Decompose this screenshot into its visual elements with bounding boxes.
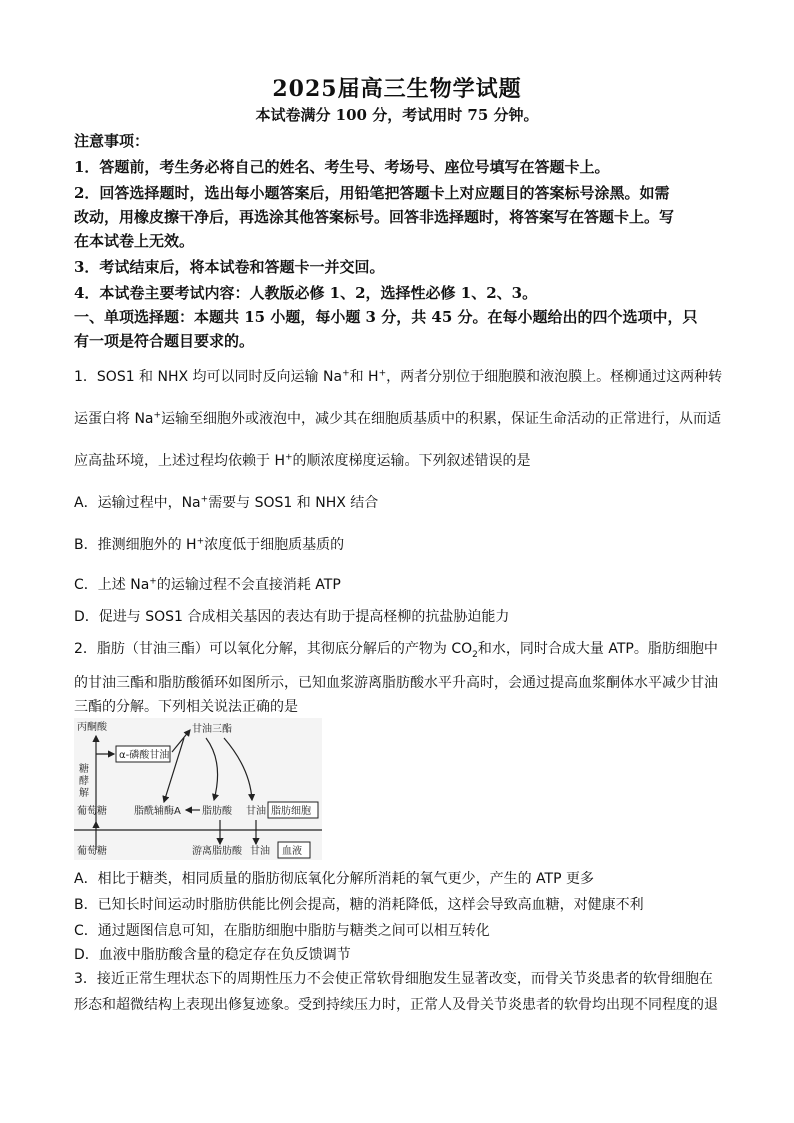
label-glycerol-blood: 甘油 bbox=[250, 846, 270, 857]
label-triglyceride: 甘油三酯 bbox=[192, 724, 232, 735]
label-acyl-coa: 脂酰辅酶A bbox=[134, 806, 181, 817]
q1-stem-line-2: 运蛋白将 Na+运输至细胞外或液泡中，减少其在细胞质基质中的积累，保证生命活动的正常进行，从而适 bbox=[74, 410, 722, 427]
q1-stem-line-1: 1．SOS1 和 NHX 均可以同时反向运输 Na+和 H+，两者分别位于细胞膜和液泡膜上。柽柳通过这两种转 bbox=[74, 368, 723, 385]
section-heading-line-2: 有一项是符合题目要求的。 bbox=[74, 332, 255, 350]
label-free-fatty-acid: 游离脂肪酸 bbox=[192, 846, 242, 857]
q1-option-a: A．运输过程中，Na+需要与 SOS1 和 NHX 结合 bbox=[74, 494, 379, 511]
label-fat-cell: 脂肪细胞 bbox=[271, 806, 311, 817]
exam-title: 2025届高三生物学试题 bbox=[272, 76, 522, 102]
note-2-line-3: 在本试卷上无效。 bbox=[74, 232, 195, 250]
note-2-line-1: 2．回答选择题时，选出每小题答案后，用铅笔把答题卡上对应题目的答案标号涂黑。如需 bbox=[74, 184, 670, 202]
notes-heading: 注意事项： bbox=[74, 132, 150, 150]
q2-option-d: D．血液中脂肪酸含量的稳定存在负反馈调节 bbox=[74, 947, 351, 963]
q3-stem-line-2: 形态和超微结构上表现出修复迹象。受到持续压力时，正常人及骨关节炎患者的软骨均出现不同程度的退 bbox=[74, 997, 718, 1013]
q1-option-c: C．上述 Na+的运输过程不会直接消耗 ATP bbox=[74, 576, 341, 593]
label-glucose-cell: 葡萄糖 bbox=[77, 806, 107, 817]
label-blood: 血液 bbox=[282, 846, 302, 857]
q3-stem-line-1: 3．接近正常生理状态下的周期性压力不会使正常软骨细胞发生显著改变，而骨关节炎患者的软骨细胞在 bbox=[74, 971, 713, 987]
q2-stem-line-2: 的甘油三酯和脂肪酸循环如图所示，已知血浆游离脂肪酸水平升高时，会通过提高血浆酮体水平减少甘油 bbox=[74, 675, 718, 691]
fat-metabolism-diagram bbox=[74, 718, 322, 860]
label-glycolysis-2: 酵 bbox=[79, 776, 89, 787]
q1-option-d: D．促进与 SOS1 合成相关基因的表达有助于提高柽柳的抗盐胁迫能力 bbox=[74, 609, 510, 625]
note-2-line-2: 改动，用橡皮擦干净后，再选涂其他答案标号。回答非选择题时，将答案写在答题卡上。写 bbox=[74, 208, 675, 226]
q2-stem-line-1: 2．脂肪（甘油三酯）可以氧化分解，其彻底分解后的产物为 $CO_2$和水，同时合成大量 ATP。脂肪细胞中 bbox=[74, 641, 718, 660]
label-glycolysis-1: 糖 bbox=[79, 764, 89, 775]
q2-stem-line-3: 三酯的分解。下列相关说法正确的是 bbox=[74, 699, 298, 715]
section-heading-line-1: 一、单项选择题：本题共 15 小题，每小题 3 分，共 45 分。在每小题给出的四个选项中，只 bbox=[74, 308, 698, 326]
q1-option-b: B．推测细胞外的 H+浓度低于细胞质基质的 bbox=[74, 536, 345, 553]
note-3: 3．考试结束后，将本试卷和答题卡一并交回。 bbox=[74, 258, 385, 276]
q2-option-a: A．相比于糖类，相同质量的脂肪彻底氧化分解所消耗的氧气更少，产生的 ATP 更多 bbox=[74, 871, 594, 887]
q2-option-c: C．通过题图信息可知，在脂肪细胞中脂肪与糖类之间可以相互转化 bbox=[74, 923, 490, 939]
label-glycerol-3-phosphate: α-磷酸甘油 bbox=[119, 750, 170, 761]
note-4: 4．本试卷主要考试内容：人教版必修 1、2，选择性必修 1、2、3。 bbox=[74, 284, 538, 302]
exam-subtitle: 本试卷满分 100 分，考试用时 75 分钟。 bbox=[255, 106, 539, 124]
q2-option-b: B．已知长时间运动时脂肪供能比例会提高，糖的消耗降低，这样会导致高血糖，对健康不利 bbox=[74, 897, 644, 913]
label-pyruvate: 丙酮酸 bbox=[77, 722, 107, 733]
label-fatty-acid: 脂肪酸 bbox=[202, 806, 232, 817]
note-1: 1．答题前，考生务必将自己的姓名、考生号、考场号、座位号填写在答题卡上。 bbox=[74, 158, 610, 176]
label-glycolysis-3: 解 bbox=[79, 788, 89, 799]
label-glucose-blood: 葡萄糖 bbox=[77, 846, 107, 857]
label-glycerol-cell: 甘油 bbox=[246, 806, 266, 817]
q1-stem-line-3: 应高盐环境，上述过程均依赖于 H+的顺浓度梯度运输。下列叙述错误的是 bbox=[74, 452, 531, 469]
